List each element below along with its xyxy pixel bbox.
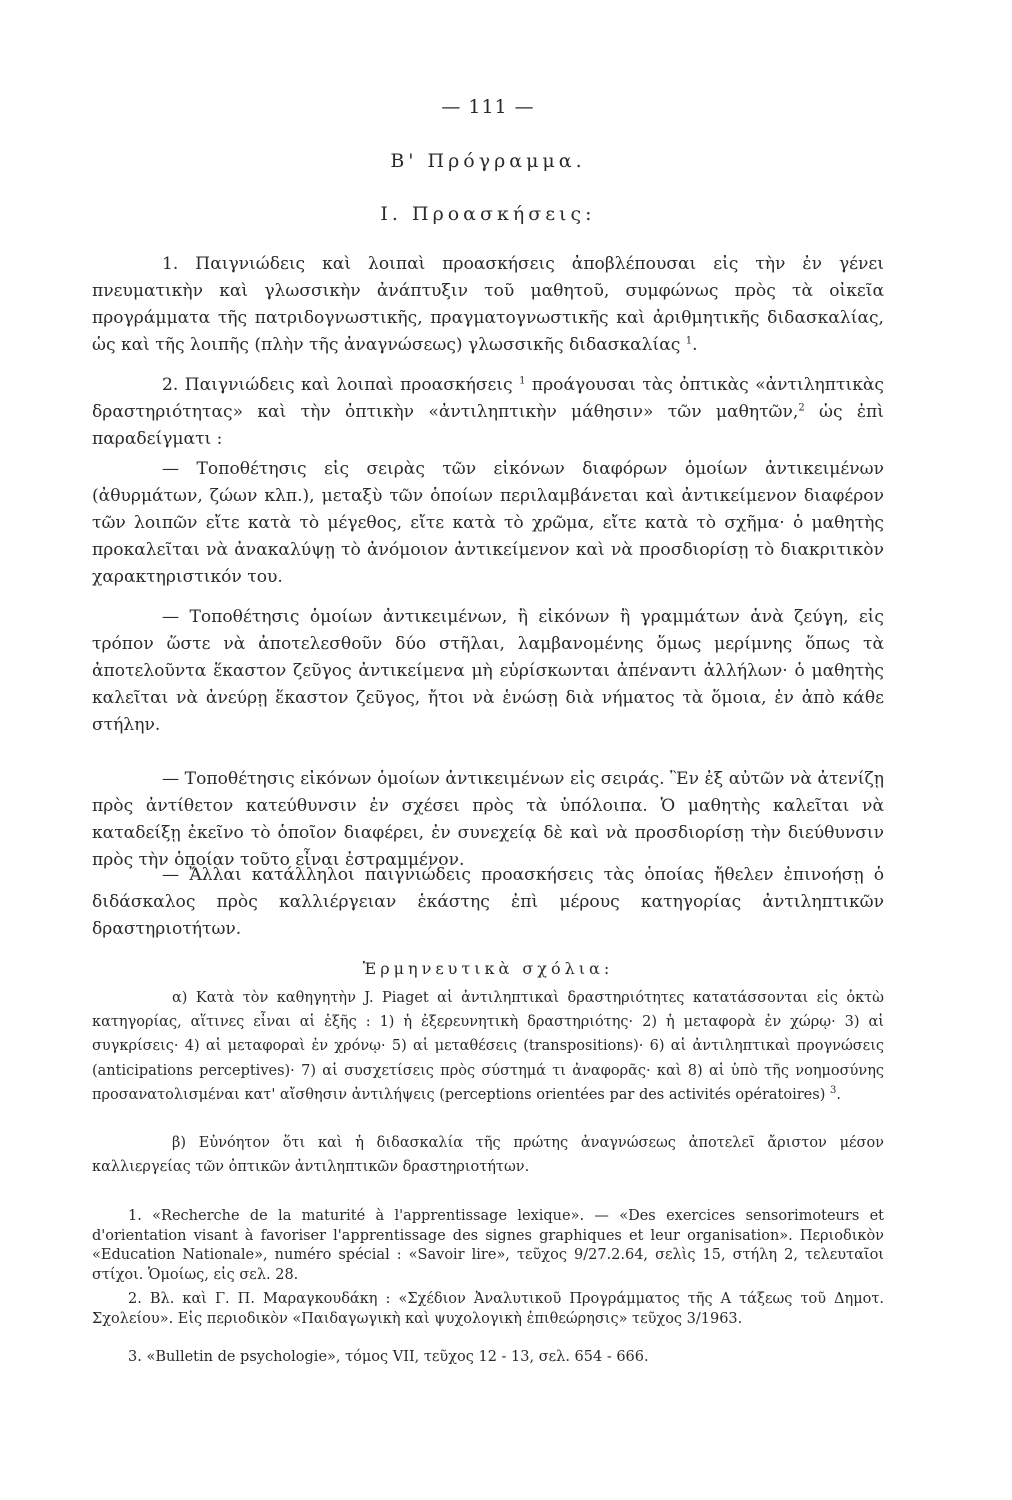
paragraph-2: 2. Παιγνιώδεις καὶ λοιπαὶ προασκήσεις $^1$ προάγουσαι τὰς ὀπτικὰς «ἀντιληπτικὰς δραστηριότητας» καὶ τὴν ὀπτικὴν «ἀντιληπτικὴν μάθησιν» τῶν μαθητῶν,$^2$ ὡς ἐπὶ παραδείγματι : (92, 375, 884, 449)
section-title: Β' Πρόγραμμα. (390, 150, 586, 172)
subsection-title: Ι. Προασκήσεις: (380, 203, 596, 225)
paragraph-4: — Τοποθέτησις ὁμοίων ἀντικειμένων, ἢ εἰκόνων ἢ γραμμάτων ἀνὰ ζεύγη, εἰς τρόπον ὥστε νὰ ἀποτελεσθοῦν δύο στῆλαι, λαμβανομένης ὅμως μερίμνης ὅπως τὰ ἀποτελοῦντα ἕκαστον ζεῦγος ἀντικείμενα μὴ εὑρίσκωνται ἀπέναντι ἀλλήλων· ὁ μαθητὴς καλεῖται νὰ ἀνεύρῃ ἕκαστον ζεῦγος, ἤτοι νὰ ἑνώσῃ διὰ νήματος τὰ ὅμοια, ἐν ἀπὸ κάθε στήλην. (92, 607, 884, 735)
paragraph-3: — Τοποθέτησις εἰς σειρὰς τῶν εἰκόνων διαφόρων ὁμοίων ἀντικειμένων (ἀθυρμάτων, ζώων κλπ.), μεταξὺ τῶν ὁποίων περιλαμβάνεται καὶ ἀντικείμενον διαφέρον τῶν λοιπῶν εἴτε κατὰ τὸ μέγεθος, εἴτε κατὰ τὸ χρῶμα, εἴτε κατὰ τὸ σχῆμα· ὁ μαθητὴς προκαλεῖται νὰ ἀνακαλύψῃ τὸ ἀνόμοιον ἀντικείμενον καὶ νὰ προσδιορίσῃ τὸ διακριτικὸν χαρακτηριστικόν του. (92, 459, 884, 587)
footnote-3: 3. «Bulletin de psychologie», τόμος VII, τεῦχος 12 - 13, σελ. 654 - 666. (128, 1349, 649, 1365)
footnote-2: 2. Βλ. καὶ Γ. Π. Μαραγκουδάκη : «Σχέδιον Ἀναλυτικοῦ Προγράμματος τῆς Α τάξεως τοῦ Δημοτ. Σχολείου». Εἰς περιοδικὸν «Παιδαγωγικὴ καὶ ψυχολογικὴ ἐπιθεώρησις» τεῦχος 3/1963. (92, 1291, 884, 1327)
footnote-ref: 1 (685, 335, 693, 347)
notes-heading: Ἑρμηνευτικὰ σχόλια: (362, 959, 614, 978)
footnote-ref: 2 (798, 402, 805, 414)
paragraph-5: — Τοποθέτησις εἰκόνων ὁμοίων ἀντικειμένων εἰς σειράς. Ἓν ἐξ αὐτῶν νὰ ἀτενίζῃ πρὸς ἀντίθετον κατεύθυνσιν ἐν σχέσει πρὸς τὰ ὑπόλοιπα. Ὁ μαθητὴς καλεῖται νὰ καταδείξῃ ἐκεῖνο τὸ ὁποῖον διαφέρει, ἐν συνεχείᾳ δὲ καὶ νὰ προσδιορίσῃ τὴν διεύθυνσιν πρὸς τὴν ὁποίαν τοῦτο εἶναι ἐστραμμένον. (92, 769, 884, 870)
footnote-ref: 1 (519, 375, 526, 387)
note-b: β) Εὐνόητον ὅτι καὶ ἡ διδασκαλία τῆς πρώτης ἀναγνώσεως ἀποτελεῖ ἄριστον μέσον καλλιεργείας τῶν ὀπτικῶν ἀντιληπτικῶν δραστηριοτήτων. (92, 1135, 884, 1176)
paragraph-6: — Ἄλλαι κατάλληλοι παιγνιώδεις προασκήσεις τὰς ὁποίας ἤθελεν ἐπινοήσῃ ὁ διδάσκαλος πρὸς καλλιέργειαν ἑκάστης ἐπὶ μέρους κατηγορίας ἀντιληπτικῶν δραστηριοτήτων. (92, 865, 884, 939)
paragraph-1: 1. Παιγνιώδεις καὶ λοιπαὶ προασκήσεις ἀποβλέπουσαι εἰς τὴν ἐν γένει πνευματικὴν καὶ γλωσσικὴν ἀνάπτυξιν τοῦ μαθητοῦ, συμφώνως πρὸς τὰ οἰκεῖα προγράμματα τῆς πατριδογνωστικῆς, πραγματογνωστικῆς καὶ ἀριθμητικῆς διδασκαλίας, ὡς καὶ τῆς λοιπῆς (πλὴν τῆς ἀναγνώσεως) γλωσσικῆς διδασκαλίας $^1$. (92, 254, 884, 355)
footnote-1: 1. «Recherche de la maturité à l'apprentissage lexique». — «Des exercices sensorimoteurs et d'orientation visant à favoriser l'apprentissage des signes graphiques et leur organisation». Περιοδικὸν «Education Nationale», numéro spécial : «Savoir lire», τεῦχος 9/27.2.64, σελὶς 15, στήλη 2, τελευταῖοι στίχοι. Ὁμοίως, εἰς σελ. 28. (92, 1208, 884, 1283)
footnote-ref: 3 (829, 1084, 837, 1096)
page-number: — 111 — (441, 96, 535, 118)
note-a: α) Κατὰ τὸν καθηγητὴν J. Piaget αἱ ἀντιληπτικαὶ δραστηριότητες κατατάσσονται εἰς ὀκτὼ κατηγορίας, αἵτινες εἶναι αἱ ἑξῆς : 1) ἡ ἐξερευνητικὴ δραστηριότης· 2) ἡ μεταφορὰ ἐν χώρῳ· 3) αἱ συγκρίσεις· 4) αἱ μεταφοραὶ ἐν χρόνῳ· 5) αἱ μεταθέσεις (transpositions)· 6) αἱ ἀντιληπτικαὶ προγνώσεις (anticipations perceptives)· 7) αἱ συσχετίσεις πρὸς σύστημά τι ἀναφορᾶς· καὶ 8) αἱ ὑπὸ τῆς νοημοσύνης προσανατολισμέναι κατ' αἴσθησιν ἀντιλήψεις (perceptions orientées par des activités opératoires) $^3$. (92, 990, 884, 1103)
